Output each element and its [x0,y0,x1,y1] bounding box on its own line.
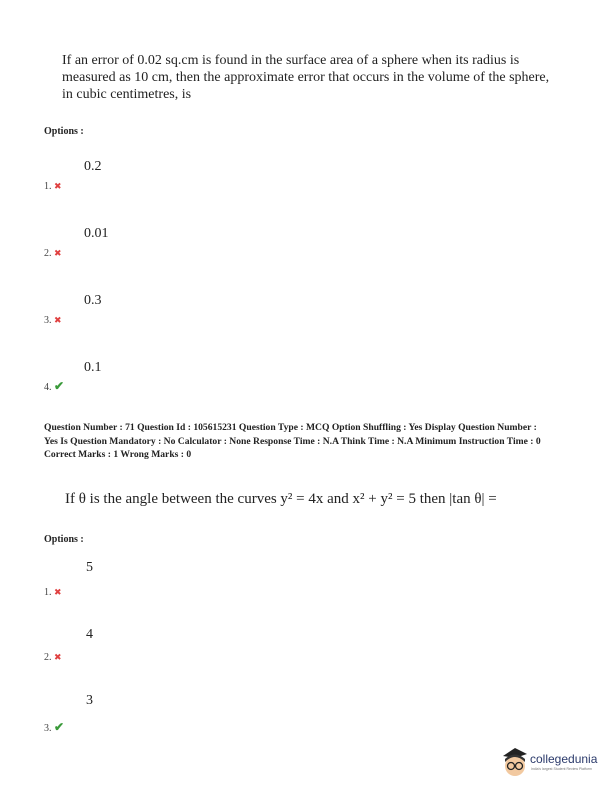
logo-name: collegedunia [530,752,598,766]
option-1[interactable] [44,181,62,192]
text-line: in cubic centimetres, is [62,87,192,102]
option-number: 1. [44,587,52,598]
text-line: If an error of 0.02 sq.cm is found in the surface area of a sphere when its radius is [62,53,520,68]
options-label: Options : [44,126,84,137]
option-number: 1. [44,181,52,192]
cross-icon: ✖ [54,315,62,325]
check-icon: ✔ [54,379,65,393]
cross-icon: ✖ [54,181,62,191]
option-number: 4. [44,382,52,393]
meta-line: Yes Is Question Mandatory : No Calculator : None Response Time : N.A Think Time : N.A Minimum Instruction Time : 0 [44,435,541,447]
option-value: 0.1 [84,360,102,375]
option-value: 4 [86,627,93,642]
option-3[interactable] [44,315,62,326]
option-value: 0.3 [84,293,102,308]
question-1-text [62,52,549,103]
option-2[interactable] [44,652,62,663]
option-number: 2. [44,652,52,663]
logo-tagline: India's largest Student Review Platform [531,767,592,771]
cross-icon: ✖ [54,587,62,597]
option-value: 5 [86,560,93,575]
option-number: 2. [44,248,52,259]
question-meta [44,421,541,462]
option-number: 3. [44,315,52,326]
option-4[interactable] [44,379,64,394]
cross-icon: ✖ [54,248,62,258]
option-value: 3 [86,693,93,708]
meta-line: Question Number : 71 Question Id : 105615231 Question Type : MCQ Option Shuffling : Yes Display Question Number : [44,422,537,433]
option-value: 0.01 [84,226,109,241]
options-label: Options : [44,534,84,545]
option-2[interactable] [44,248,62,259]
check-icon: ✔ [54,720,65,734]
option-1[interactable] [44,587,62,598]
meta-line: Correct Marks : 1 Wrong Marks : 0 [44,449,192,460]
cross-icon: ✖ [54,652,62,662]
option-value: 0.2 [84,159,102,174]
mascot-icon [500,744,530,778]
text-line: measured as 10 cm, then the approximate error that occurs in the volume of the sphere, [62,70,550,85]
option-number: 3. [44,723,52,734]
option-3[interactable] [44,720,64,735]
collegedunia-logo [500,744,608,778]
question-2-text: If θ is the angle between the curves y² = 4x and x² + y² = 5 then |tan θ| = [65,491,497,507]
